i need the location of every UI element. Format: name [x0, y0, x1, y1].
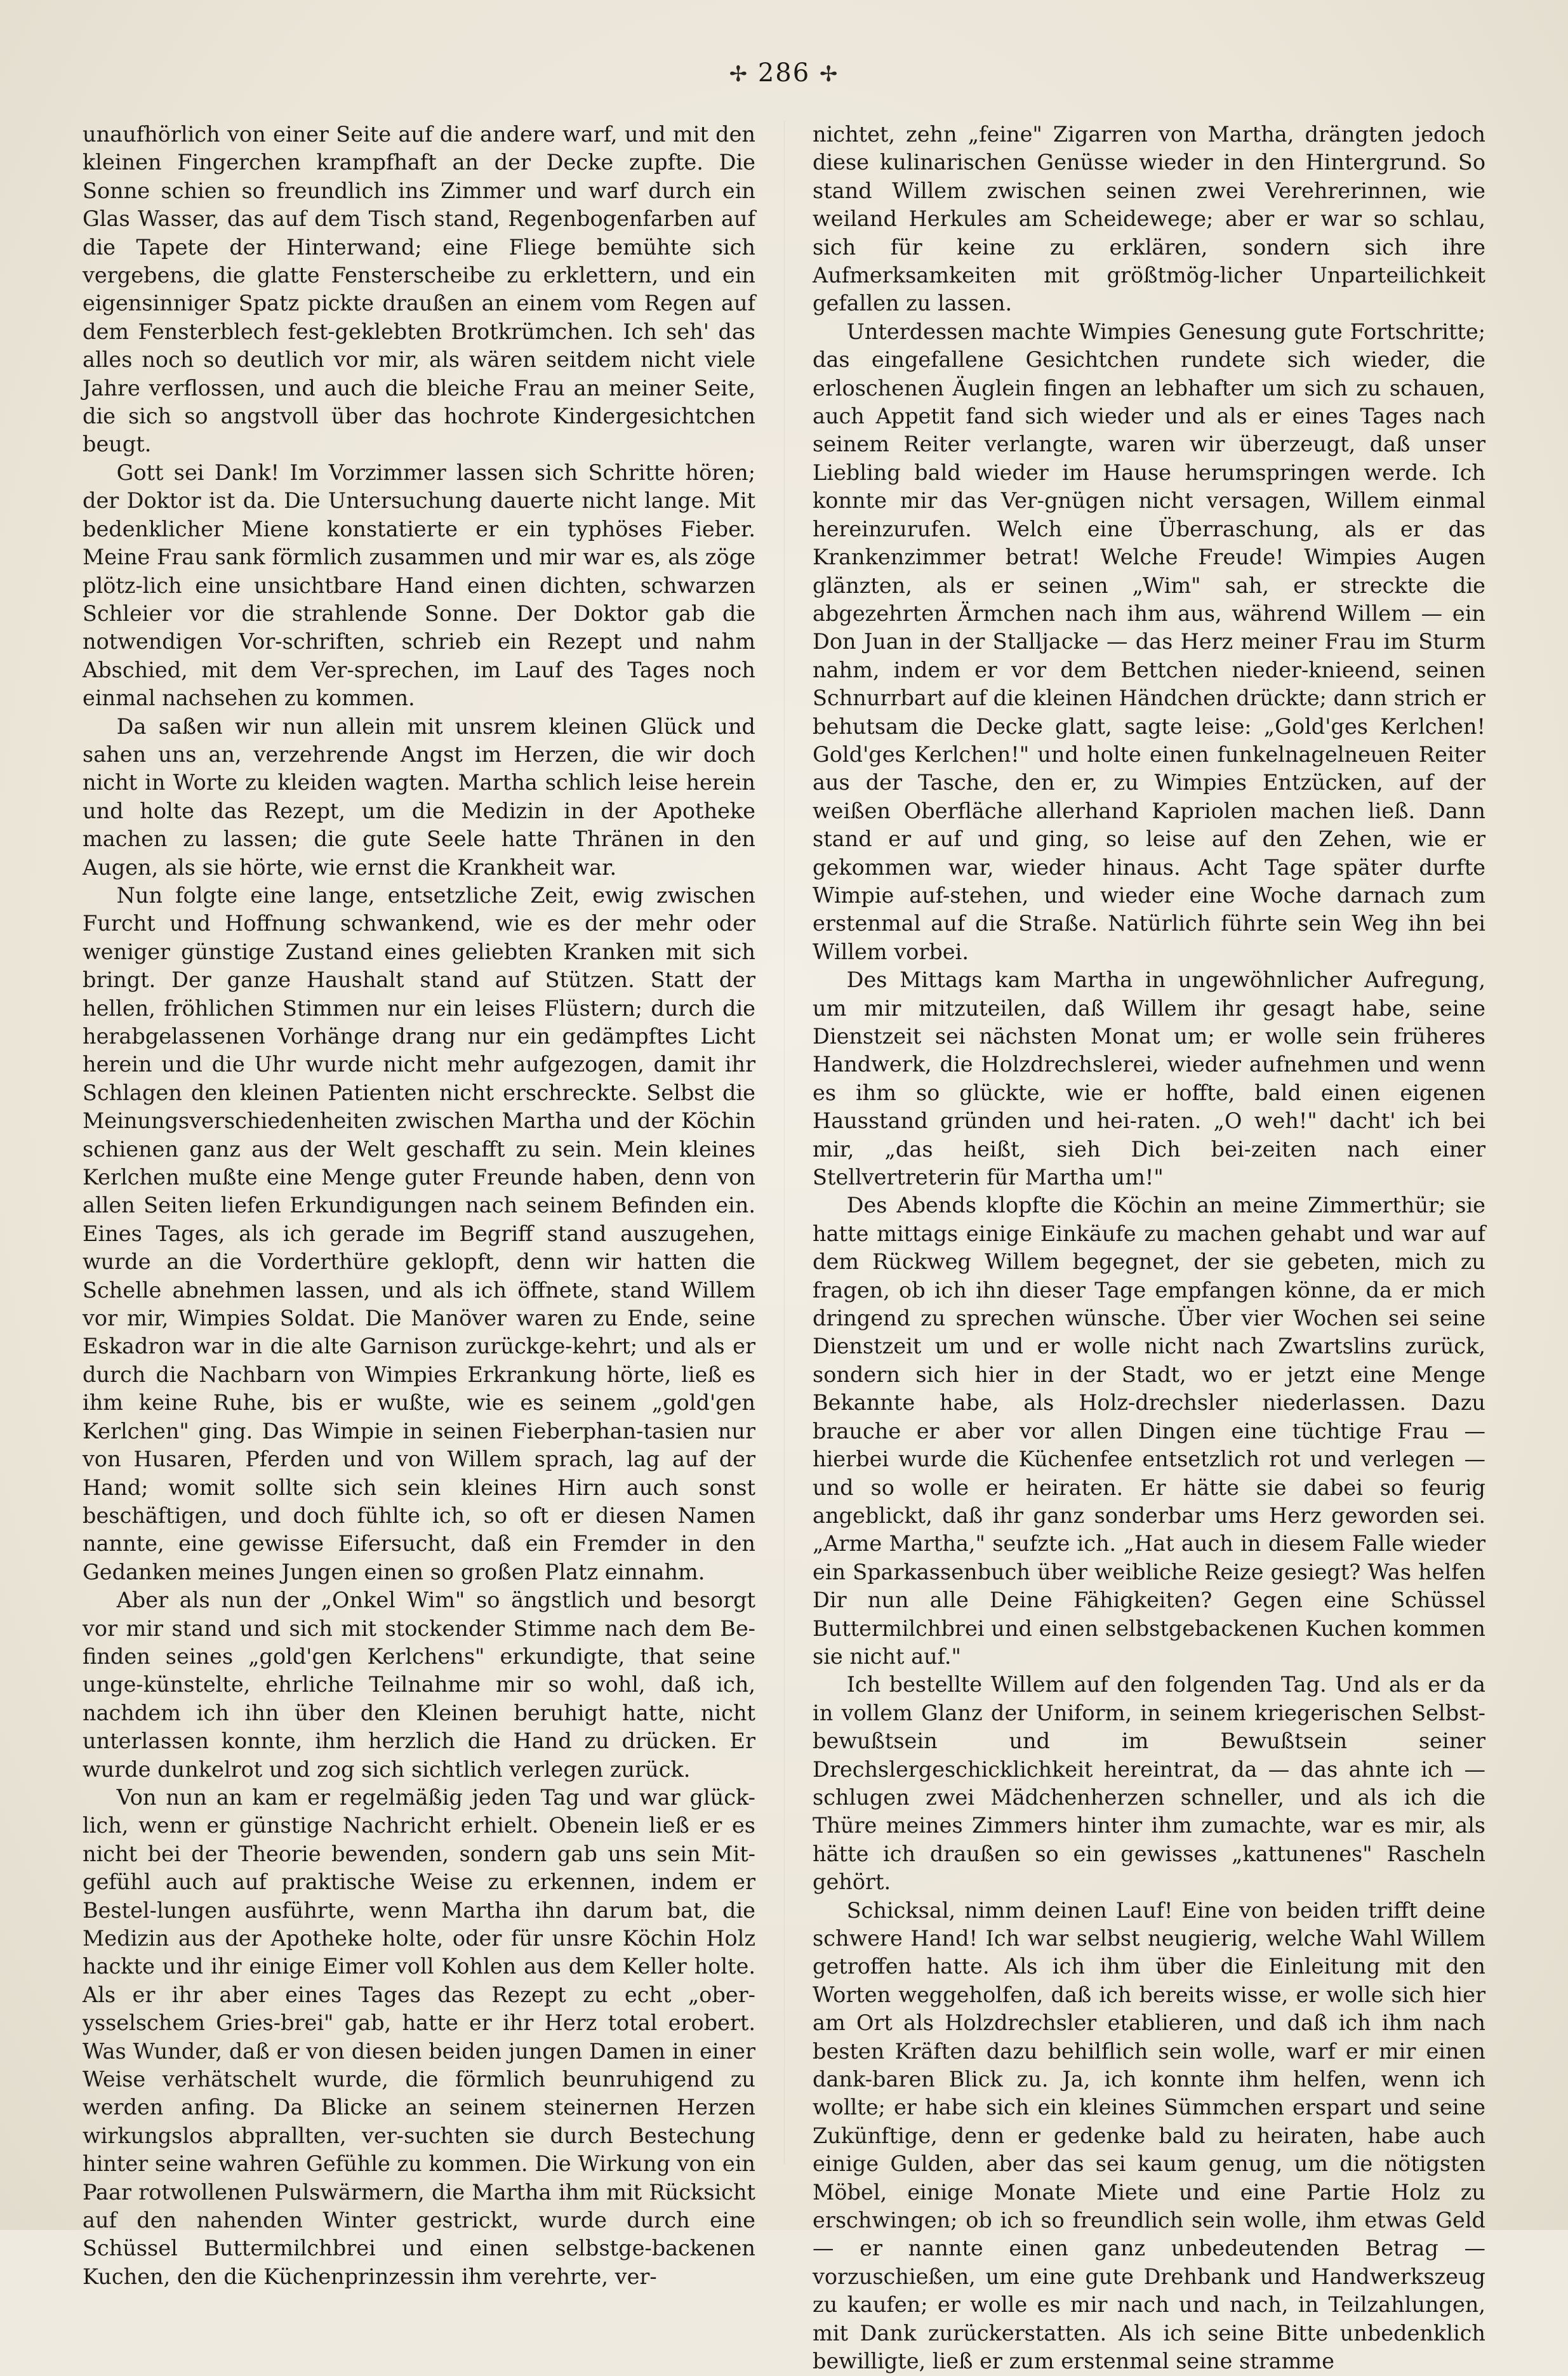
- paragraph: Schicksal, nimm deinen Lauf! Eine von beiden trifft deine schwere Hand! Ich war selbst neugierig, welche Wahl Willem getroffen hatte. Als ich ihm über die Einleitung mit den Worten weggeholfen, daß ich bereits wisse, er wolle sich hier am Ort als Holzdrechsler etablieren, und daß ich ihm nach besten Kräften dazu behilflich sein wolle, warf er mir einen dank-baren Blick zu. Ja, ich konnte ihm helfen, wenn ich wollte; er habe sich ein kleines Sümmchen erspart und seine Zukünftige, denn er gedenke bald zu heiraten, habe auch einige Gulden, aber das sei kaum genug, um die nötigsten Möbel, einige Monate Miete und eine Partie Holz zu erschwingen; ob ich so freundlich sein wolle, ihm etwas Geld — er nannte einen ganz unbedeutenden Betrag — vorzuschießen, um eine gute Drehbank und Handwerkszeug zu kaufen; er wolle es mir nach und nach, in Teilzahlungen, mit Dank zurückerstatten. Als ich seine Bitte unbedenklich bewilligte, ließ er zum erstenmal seine stramme: [813, 1897, 1485, 2374]
- ornament-left-icon: ✢: [729, 62, 749, 87]
- paragraph: Unterdessen machte Wimpies Genesung gute Fortschritte; das eingefallene Gesichtchen rundete sich wieder, die erloschenen Äuglein fingen an lebhafter um sich zu schauen, auch Appetit fand sich wieder und als er eines Tages nach seinem Reiter verlangte, waren wir überzeugt, daß unser Liebling bald wieder im Hause herumspringen werde. Ich konnte mir das Ver-gnügen nicht versagen, Willem einmal hereinzurufen. Welch eine Überraschung, als er das Krankenzimmer betrat! Welche Freude! Wimpies Augen glänzten, als er seinen „Wim" sah, er streckte die abgezehrten Ärmchen nach ihm aus, während Willem — ein Don Juan in der Stalljacke — das Herz meiner Frau im Sturm nahm, indem er vor dem Bettchen nieder-knieend, seinen Schnurrbart auf die kleinen Händchen drückte; dann strich er behutsam die Decke glatt, sagte leise: „Gold'ges Kerlchen! Gold'ges Kerlchen!" und holte einen funkelnagelneuen Reiter aus der Tasche, den er, zu Wimpies Entzücken, auf der weißen Oberfläche allerhand Kapriolen machen ließ. Dann stand er auf und ging, so leise auf den Zehen, wie er gekommen war, wieder hinaus. Acht Tage später durfte Wimpie auf-stehen, und wieder eine Woche darnach zum erstenmal auf die Straße. Natürlich führte sein Weg ihn bei Willem vorbei.: [813, 319, 1485, 964]
- page-header: [0, 57, 1568, 90]
- paragraph: Ich bestellte Willem auf den folgenden Tag. Und als er da in vollem Glanz der Uniform, in seinem kriegerischen Selbst-bewußtsein und im Bewußtsein seiner Drechslergeschicklichkeit hereintrat, da — das ahnte ich — schlugen zwei Mädchenherzen schneller, und als ich die Thüre meines Zimmers hinter ihm zumachte, war es mir, als hätte ich draußen so ein gewisses „kattunenes" Rascheln gehört.: [813, 1672, 1485, 1895]
- paragraph: Des Abends klopfte die Köchin an meine Zimmerthür; sie hatte mittags einige Einkäufe zu machen gehabt und war auf dem Rückweg Willem begegnet, der sie gebeten, mich zu fragen, ob ich ihn dieser Tage empfangen könne, da er mich dringend zu sprechen wünsche. Über vier Wochen sei seine Dienstzeit um und er wolle nicht nach Zwartslins zurück, sondern sich hier in der Stadt, wo er jetzt eine Menge Bekannte habe, als Holz-drechsler niederlassen. Dazu brauche er aber vor allen Dingen eine tüchtige Frau — hierbei wurde die Küchenfee entsetzlich rot und verlegen — und so wolle er heiraten. Er hätte sie dabei so feurig angeblickt, daß ihr ganz sonderbar ums Herz geworden sei. „Arme Martha," seufzte ich. „Hat auch in diesem Falle wieder ein Sparkassenbuch über weibliche Reize gesiegt? Was helfen Dir nun alle Deine Fähigkeiten? Gegen eine Schüssel Buttermilchbrei und einen selbstgebackenen Kuchen kommen sie nicht auf.": [813, 1193, 1485, 1669]
- paragraph: Des Mittags kam Martha in ungewöhnlicher Aufregung, um mir mitzuteilen, daß Willem ihr gesagt habe, seine Dienstzeit sei nächsten Monat um; er wolle sein früheres Handwerk, die Holzdrechslerei, wieder aufnehmen und wenn es ihm so glückte, wie er hoffte, bald einen eigenen Hausstand gründen und hei-raten. „O weh!" dacht' ich bei mir, „das heißt, sieh Dich bei-zeiten nach einer Stellvertreterin für Martha um!": [813, 967, 1485, 1190]
- left-column: [83, 121, 755, 2291]
- paragraph: Da saßen wir nun allein mit unsrem kleinen Glück und sahen uns an, verzehrende Angst im Herzen, die wir doch nicht in Worte zu kleiden wagten. Martha schlich leise herein und holte das Rezept, um die Medizin in der Apotheke machen zu lassen; die gute Seele hatte Thränen in den Augen, als sie hörte, wie ernst die Krankheit war.: [83, 713, 755, 880]
- right-column: [813, 121, 1485, 2376]
- paragraph: unaufhörlich von einer Seite auf die andere warf, und mit den kleinen Fingerchen krampfhaft an der Decke zupfte. Die Sonne schien so freundlich ins Zimmer und warf durch ein Glas Wasser, das auf dem Tisch stand, Regenbogenfarben auf die Tapete der Hinterwand; eine Fliege bemühte sich vergebens, die glatte Fensterscheibe zu erklettern, und ein eigensinniger Spatz pickte draußen an einem vom Regen auf dem Fensterblech fest-geklebten Brotkrümchen. Ich seh' das alles noch so deutlich vor mir, als wären seitdem nicht viele Jahre verflossen, und auch die bleiche Frau an meiner Seite, die sich so angstvoll über das hochrote Kindergesichtchen beugt.: [83, 122, 755, 457]
- paragraph: Von nun an kam er regelmäßig jeden Tag und war glück-lich, wenn er günstige Nachricht erhielt. Obenein ließ er es nicht bei der Theorie bewenden, sondern gab uns sein Mit-gefühl auch auf praktische Weise zu erkennen, indem er Bestel-lungen ausführte, wenn Martha ihn darum bat, die Medizin aus der Apotheke holte, oder für unsre Köchin Holz hackte und ihr einige Eimer voll Kohlen aus dem Keller holte. Als er ihr aber eines Tages das Rezept zu echt „ober-ysselschem Gries-brei" gab, hatte er ihr Herz total erobert. Was Wunder, daß er von diesen beiden jungen Damen in einer Weise verhätschelt wurde, die förmlich beunruhigend zu werden anfing. Da Blicke an seinem steinernen Herzen wirkungslos abprallten, ver-suchten sie durch Bestechung hinter seine wahren Gefühle zu kommen. Die Wirkung von ein Paar rotwollenen Pulswärmern, die Martha ihm mit Rücksicht auf den nahenden Winter gestrickt, wurde durch eine Schüssel Buttermilchbrei und einen selbstge-backenen Kuchen, den die Küchenprinzessin ihm verehrte, ver-: [83, 1784, 755, 2289]
- column-gutter: [784, 121, 785, 2165]
- paragraph: nichtet, zehn „feine" Zigarren von Martha, drängten jedoch diese kulinarischen Genüsse wieder in den Hintergrund. So stand Willem zwischen seinen zwei Verehrerinnen, wie weiland Herkules am Scheidewege; aber er war so schlau, sich für keine zu erklären, sondern sich ihre Aufmerksamkeiten mit größtmög-licher Unparteilichkeit gefallen zu lassen.: [813, 122, 1485, 316]
- page-number: 286: [757, 58, 811, 88]
- ornament-right-icon: ✢: [819, 62, 839, 87]
- paragraph: Gott sei Dank! Im Vorzimmer lassen sich Schritte hören; der Doktor ist da. Die Untersuchung dauerte nicht lange. Mit bedenklicher Miene konstatierte er ein typhöses Fieber. Meine Frau sank förmlich zusammen und mir war es, als zöge plötz-lich eine unsichtbare Hand einen dichten, schwarzen Schleier vor die strahlende Sonne. Der Doktor gab die notwendigen Vor-schriften, schrieb ein Rezept und nahm Abschied, mit dem Ver-sprechen, im Lauf des Tages noch einmal nachsehen zu kommen.: [83, 460, 755, 711]
- paragraph: Nun folgte eine lange, entsetzliche Zeit, ewig zwischen Furcht und Hoffnung schwankend, wie es der mehr oder weniger günstige Zustand eines geliebten Kranken mit sich bringt. Der ganze Haushalt stand auf Stützen. Statt der hellen, fröhlichen Stimmen nur ein leises Flüstern; durch die herabgelassenen Vorhänge drang nur ein gedämpftes Licht herein und die Uhr wurde nicht mehr aufgezogen, damit ihr Schlagen den kleinen Patienten nicht erschreckte. Selbst die Meinungsverschiedenheiten zwischen Martha und der Köchin schienen ganz aus der Welt geschafft zu sein. Mein kleines Kerlchen mußte eine Menge guter Freunde haben, denn von allen Seiten liefen Erkundigungen nach seinem Befinden ein. Eines Tages, als ich gerade im Begriff stand auszugehen, wurde an die Vorderthüre geklopft, denn wir hatten die Schelle abnehmen lassen, und als ich öffnete, stand Willem vor mir, Wimpies Soldat. Die Manöver waren zu Ende, seine Eskadron war in die alte Garnison zurückge-kehrt; und als er durch die Nachbarn von Wimpies Erkrankung hörte, ließ es ihm keine Ruhe, bis er wußte, wie es seinem „gold'gen Kerlchen" ging. Das Wimpie in seinen Fieberphan-tasien nur von Husaren, Pferden und von Willem sprach, lag auf der Hand; womit sollte sich sein kleines Hirn auch sonst beschäftigen, und doch fühlte ich, so oft er diesen Namen nannte, eine gewisse Eifersucht, daß ein Fremder in den Gedanken meines Jungen einen so großen Platz einnahm.: [83, 882, 755, 1584]
- paragraph: Aber als nun der „Onkel Wim" so ängstlich und besorgt vor mir stand und sich mit stockender Stimme nach dem Be-finden seines „gold'gen Kerlchens" erkundigte, that seine unge-künstelte, ehrliche Teilnahme mir so wohl, daß ich, nachdem ich ihn über den Kleinen beruhigt hatte, nicht unterlassen konnte, ihm herzlich die Hand zu drücken. Er wurde dunkelrot und zog sich sichtlich verlegen zurück.: [83, 1588, 755, 1782]
